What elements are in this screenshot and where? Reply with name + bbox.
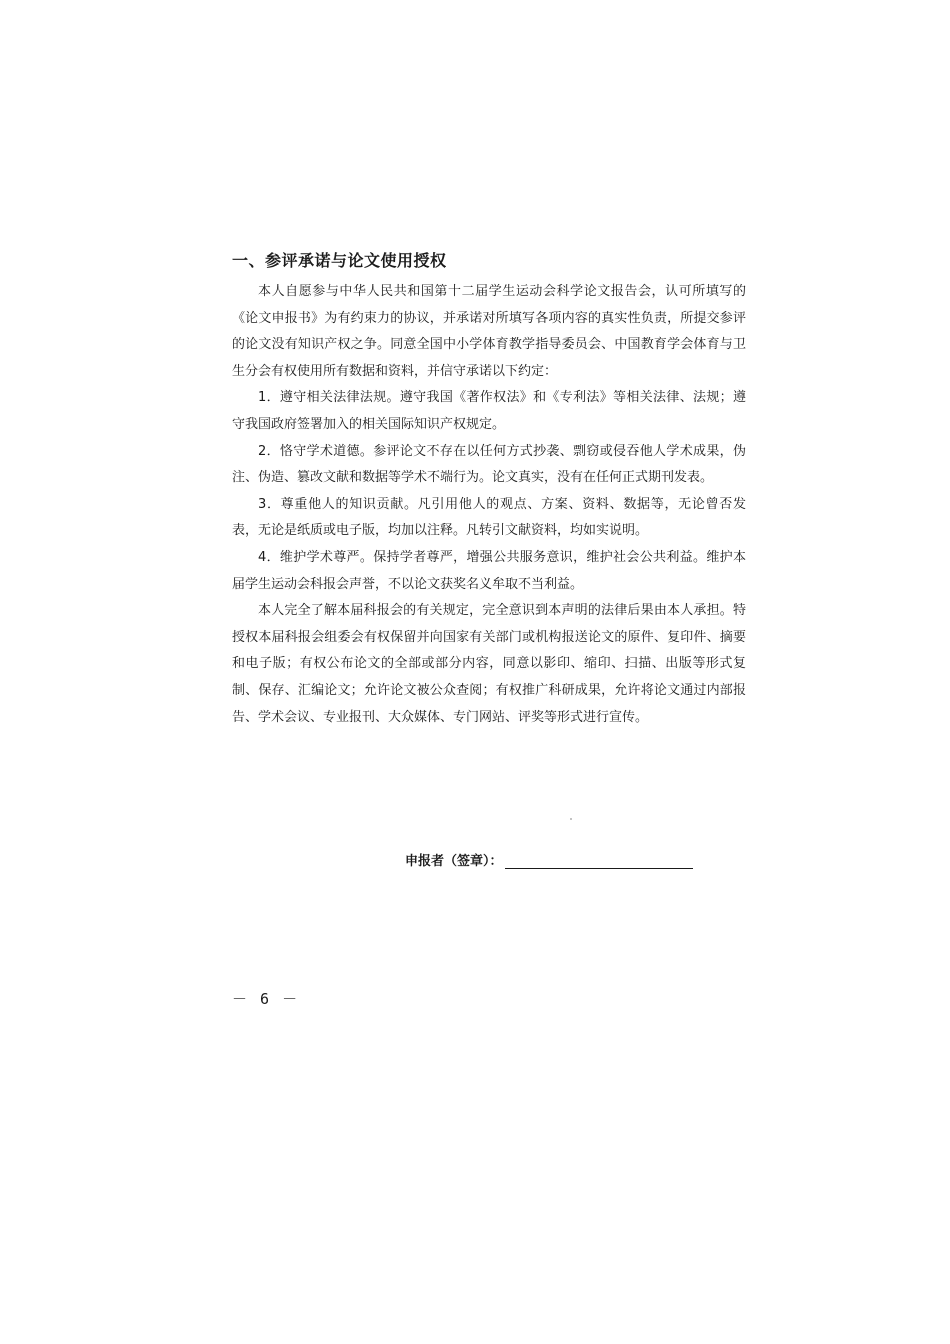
signature-label: 申报者（签章）： — [405, 854, 503, 869]
scan-speck — [570, 818, 572, 820]
body-text — [232, 279, 746, 731]
paragraph-intro: 本人自愿参与中华人民共和国第十二届学生运动会科学论文报告会，认可所填写的《论文申报书》为有约束力的协议，并承诺对所填写各项内容的真实性负责，所提交参评的论文没有知识产权之争。同意全国中小学体育教学指导委员会、中国教育学会体育与卫生分会有权使用所有数据和资料，并信守承诺以下约定： — [232, 284, 746, 379]
section-heading: 一、参评承诺与论文使用授权 — [232, 251, 447, 270]
paragraph-item-3: 3．尊重他人的知识贡献。凡引用他人的观点、方案、资料、数据等，无论曾否发表，无论是纸质或电子版，均加以注释。凡转引文献资料，均如实说明。 — [232, 496, 746, 539]
signature-line — [505, 852, 693, 869]
signature-block — [405, 850, 693, 869]
paragraph-item-1: 1．遵守相关法律法规。遵守我国《著作权法》和《专利法》等相关法律、法规；遵守我国政府签署加入的相关国际知识产权规定。 — [232, 390, 746, 432]
paragraph-authorization: 本人完全了解本届科报会的有关规定，完全意识到本声明的法律后果由本人承担。特授权本届科报会组委会有权保留并向国家有关部门或机构报送论文的原件、复印件、摘要和电子版；有权公布论文的全部或部分内容，同意以影印、缩印、扫描、出版等形式复制、保存、汇编论文；允许论文被公众查阅；有权推广科研成果，允许将论文通过内部报告、学术会议、专业报刊、大众媒体、专门网站、评奖等形式进行宣传。 — [232, 603, 746, 725]
paragraph-item-2: 2．恪守学术道德。参评论文不存在以任何方式抄袭、剽窃或侵吞他人学术成果，伪注、伪造、篡改文献和数据等学术不端行为。论文真实，没有在任何正式期刊发表。 — [232, 443, 746, 486]
paragraph-item-4: 4．维护学术尊严。保持学者尊严，增强公共服务意识，维护社会公共利益。维护本届学生运动会科报会声誉，不以论文获奖名义牟取不当利益。 — [232, 549, 746, 592]
page-number: － 6 － — [232, 990, 300, 1008]
